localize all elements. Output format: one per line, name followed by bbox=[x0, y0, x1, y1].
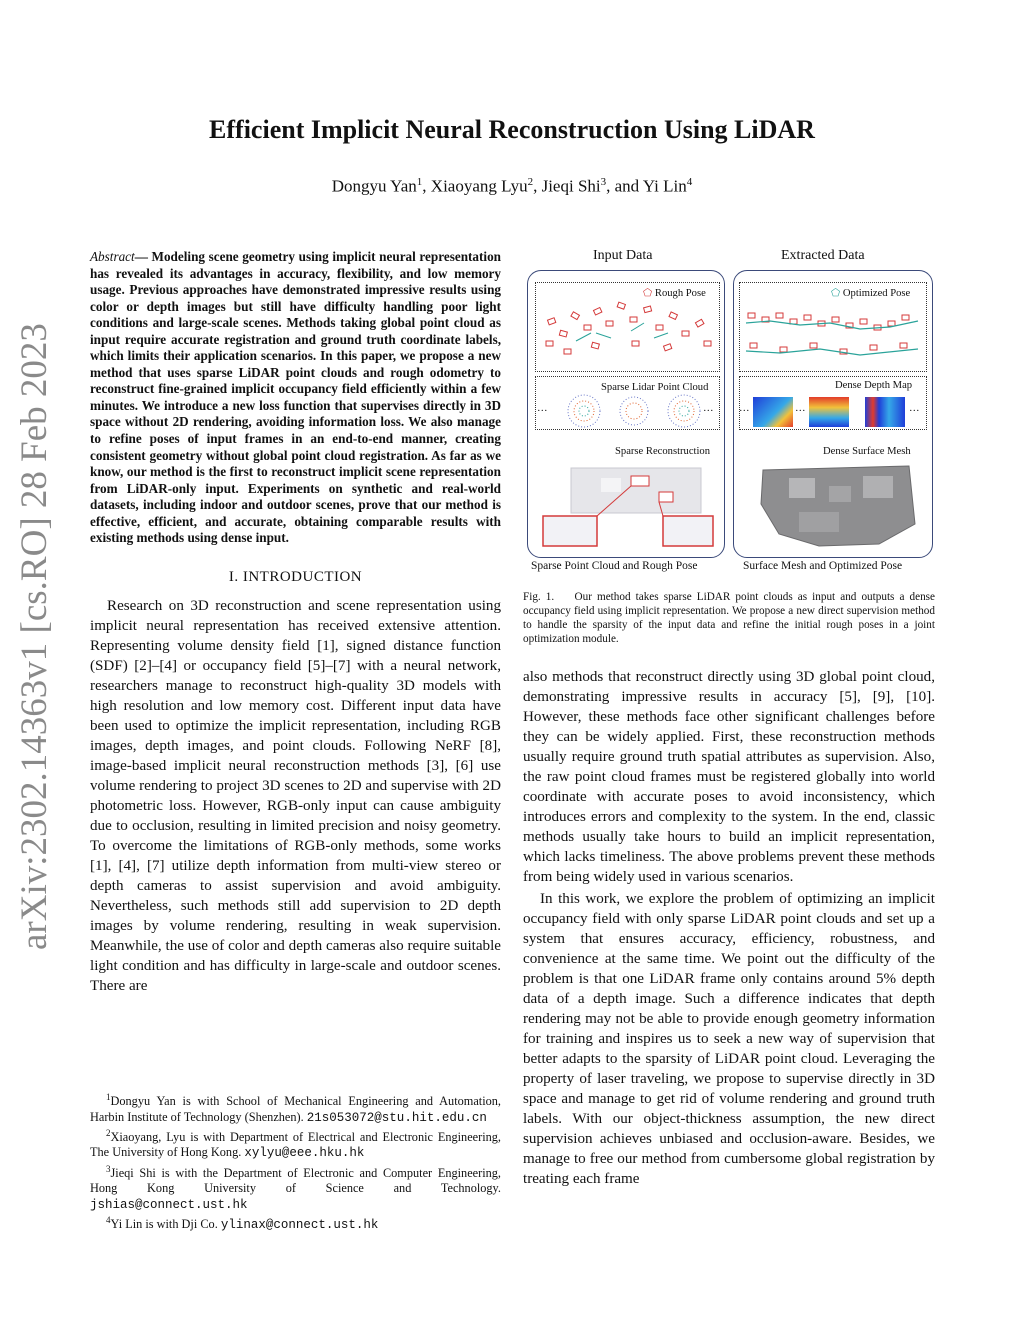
sparse-recon-label: Sparse Reconstruction bbox=[615, 446, 711, 457]
ellipsis: ··· bbox=[739, 406, 750, 417]
footnote-mark: 2 bbox=[106, 1127, 111, 1138]
figure-right-header: Extracted Data bbox=[781, 248, 865, 263]
author-name: Dongyu Yan bbox=[331, 176, 417, 196]
sparse-recon-illustration bbox=[541, 464, 716, 550]
abstract bbox=[90, 249, 501, 547]
sparse-lidar-label: Sparse Lidar Point Cloud bbox=[601, 382, 709, 393]
email-link[interactable]: 21s053072@stu.hit.edu.cn bbox=[306, 1110, 487, 1125]
abstract-text: Modeling scene geometry using implicit neural representation has revealed its advantages in accuracy, flexibility, and low memory usage. Previous approaches have demonstrated impressive results using color or depth images but still have difficulty handling poor light conditions and large-scale scenes. Methods taking global point cloud as input require accurate registration and ground truth coordinate labels, which limits their application scenarios. In this paper, we propose a new method that uses sparse LiDAR point clouds and rough odometry to reconstruct fine-grained implicit occupancy field efficiently within a few minutes. We introduce a new loss function that supervises directly in 3D space without 2D rendering, avoiding information loss. We also manage to refine poses of input frames in an end-to-end manner, creating consistent geometry without global point cloud registration. As far as we know, our method is the first to reconstruct implicit scene representation from LiDAR-only input. Experiments on synthetic and real-world datasets, including indoor and outdoor scenes, prove that our method is effective, efficient, and accurate, obtaining comparable results with existing methods using dense input. bbox=[90, 249, 501, 546]
footnote-mark: 1 bbox=[106, 1092, 111, 1102]
footnote-text: Xiaoyang, Lyu is with Department of Electrical and Electronic Engineering, The University of Hong Kong. bbox=[90, 1130, 501, 1160]
footnote bbox=[90, 1213, 501, 1234]
body-paragraph: In this work, we explore the problem of optimizing an implicit occupancy field with only sparse LiDAR point clouds and set up a system that ensures accuracy, efficiency, robustness, and convenience at the same time. We point out the difficulty of the problem is that one LiDAR frame only contains around 5% depth data of a depth image. Such a difference indicates that depth rendering may not be able to provide enough geometry information for training and inspires us to seek a new way of supervision that better adapts to the sparsity of LiDAR point cloud. Leveraging the property of laser traveling, we propose to supervise directly in 3D space and manage to get rid of volume rendering and ground truth labels. With our object-thickness assumption, the new direct supervision achieves unbiased and occlusion-aware. Besides, we manage to free our method from cumbersome global registration by treating each frame bbox=[523, 891, 935, 1187]
depth-map-tile bbox=[809, 397, 849, 427]
dense-mesh-illustration bbox=[759, 464, 919, 550]
figure-1 bbox=[523, 246, 935, 586]
author-affiliation-mark: 1 bbox=[416, 176, 423, 188]
body-paragraph: also methods that reconstruct directly using 3D global point cloud, demonstrating impressive results in accuracy [5], [9], [10]. However, these methods face other significant challenges before they can be widely applied. First, these reconstruction methods usually require ground truth spatial attributes as supervision. Also, the raw point cloud frames must be registered globally into world coordinate with accurate poses to avoid inconsistency, which introduces errors and complexity to the system. In the end, classic methods usually take hours to build an implicit representation, which lacks timeliness. The above problems prevent these methods from being widely used in various scenarios. bbox=[523, 669, 935, 885]
author-affiliation-mark: 3 bbox=[600, 176, 607, 188]
footnote bbox=[90, 1090, 501, 1126]
abstract-lead: Abstract bbox=[90, 249, 135, 264]
email-link[interactable]: ylinax@connect.ust.hk bbox=[220, 1218, 379, 1233]
pose-icon: ⬠ bbox=[643, 288, 653, 299]
ellipsis: ··· bbox=[909, 406, 920, 417]
footnote-mark: 3 bbox=[106, 1163, 111, 1174]
arxiv-identifier: arXiv:2302.14363v1 [cs.RO] 28 Feb 2023 bbox=[14, 323, 55, 950]
footnotes bbox=[90, 1090, 501, 1234]
depth-map-tile bbox=[753, 397, 793, 427]
author-name: Yi Lin bbox=[642, 176, 687, 196]
input-data-caption: Sparse Point Cloud and Rough Pose bbox=[531, 560, 698, 572]
optimized-pose-label bbox=[831, 287, 910, 299]
author-list bbox=[0, 176, 1024, 197]
footnote bbox=[90, 1162, 501, 1213]
right-column bbox=[523, 667, 935, 1189]
author-separator: , bbox=[422, 176, 431, 196]
footnote bbox=[90, 1126, 501, 1162]
depth-map-tile bbox=[865, 397, 905, 427]
author-name: Xiaoyang Lyu bbox=[430, 176, 528, 196]
email-link[interactable]: jshias@connect.ust.hk bbox=[90, 1197, 248, 1212]
paper-title: Efficient Implicit Neural Reconstruction Using LiDAR bbox=[209, 115, 815, 144]
rough-pose-text: Rough Pose bbox=[654, 288, 706, 299]
pose-icon: ⬠ bbox=[831, 288, 841, 299]
author-affiliation-mark: 2 bbox=[527, 176, 534, 188]
ellipsis: ··· bbox=[537, 406, 548, 417]
footnote-mark: 4 bbox=[106, 1215, 111, 1226]
dense-mesh-label: Dense Surface Mesh bbox=[823, 446, 911, 457]
figure-left-header: Input Data bbox=[593, 248, 653, 263]
author-separator: , and bbox=[606, 176, 643, 196]
author-name: Jieqi Shi bbox=[541, 176, 601, 196]
footnote-text: Dongyu Yan is with School of Mechanical Engineering and Automation, Harbin Institute of Technology (Shenzhen). bbox=[90, 1094, 501, 1124]
figure-caption-label: Fig. 1. bbox=[523, 591, 555, 603]
abstract-dash: — bbox=[134, 249, 148, 264]
author-affiliation-mark: 4 bbox=[686, 176, 693, 188]
ellipsis: ··· bbox=[795, 406, 806, 417]
rough-pose-label bbox=[643, 287, 706, 299]
dense-depth-label: Dense Depth Map bbox=[835, 380, 913, 391]
footnote-text: Jieqi Shi is with the Department of Electronic and Computer Engineering, Hong Kong University of Science and Technology. bbox=[90, 1165, 501, 1196]
figure-caption-text: Our method takes sparse LiDAR point clouds as input and outputs a dense occupancy field using implicit representation. We propose a new direct supervision method to handle the sparsity of the input data and refine the initial rough poses in a joint optimization module. bbox=[523, 591, 936, 645]
ellipsis: ··· bbox=[703, 406, 714, 417]
left-column bbox=[90, 249, 501, 996]
optimized-pose-text: Optimized Pose bbox=[842, 288, 911, 299]
intro-paragraph: Research on 3D reconstruction and scene representation using implicit neural representation has received extensive attention. Representing volume density field [1], signed distance function (SDF) [2]–[4] or occupancy field [5]–[7] with a neural network, researchers manage to reconstruct high-quality 3D models with high resolution and low memory cost. Different input data have been used to optimize the implicit representation, including RGB images, depth images, and point clouds. Following NeRF [8], image-based implicit neural reconstruction methods [3], [6] use volume rendering to project 3D scenes to 2D and supervise with 2D photometric loss. However, RGB-only input can cause ambiguity due to occlusion, resulting in limited precision and noisy geometry. To overcome the limitations of RGB-only methods, some works [1], [4], [7] utilize depth information from multi-view stereo or depth cameras to assist supervision and avoid ambiguity. Nevertheless, such methods still add supervision to 2D depth images by volume rendering, resulting in weak supervision. Meanwhile, the use of color and depth cameras also require suitable light condition and has difficulty in large-scale and outdoor scenes. There are bbox=[90, 597, 501, 994]
author-separator: , bbox=[533, 176, 542, 196]
figure-caption bbox=[523, 590, 935, 646]
extracted-data-caption: Surface Mesh and Optimized Pose bbox=[743, 560, 903, 572]
email-link[interactable]: xylyu@eee.hku.hk bbox=[244, 1146, 365, 1161]
section-heading-introduction: I. INTRODUCTION bbox=[228, 568, 363, 585]
footnote-text: Yi Lin is with Dji Co. bbox=[110, 1217, 218, 1232]
